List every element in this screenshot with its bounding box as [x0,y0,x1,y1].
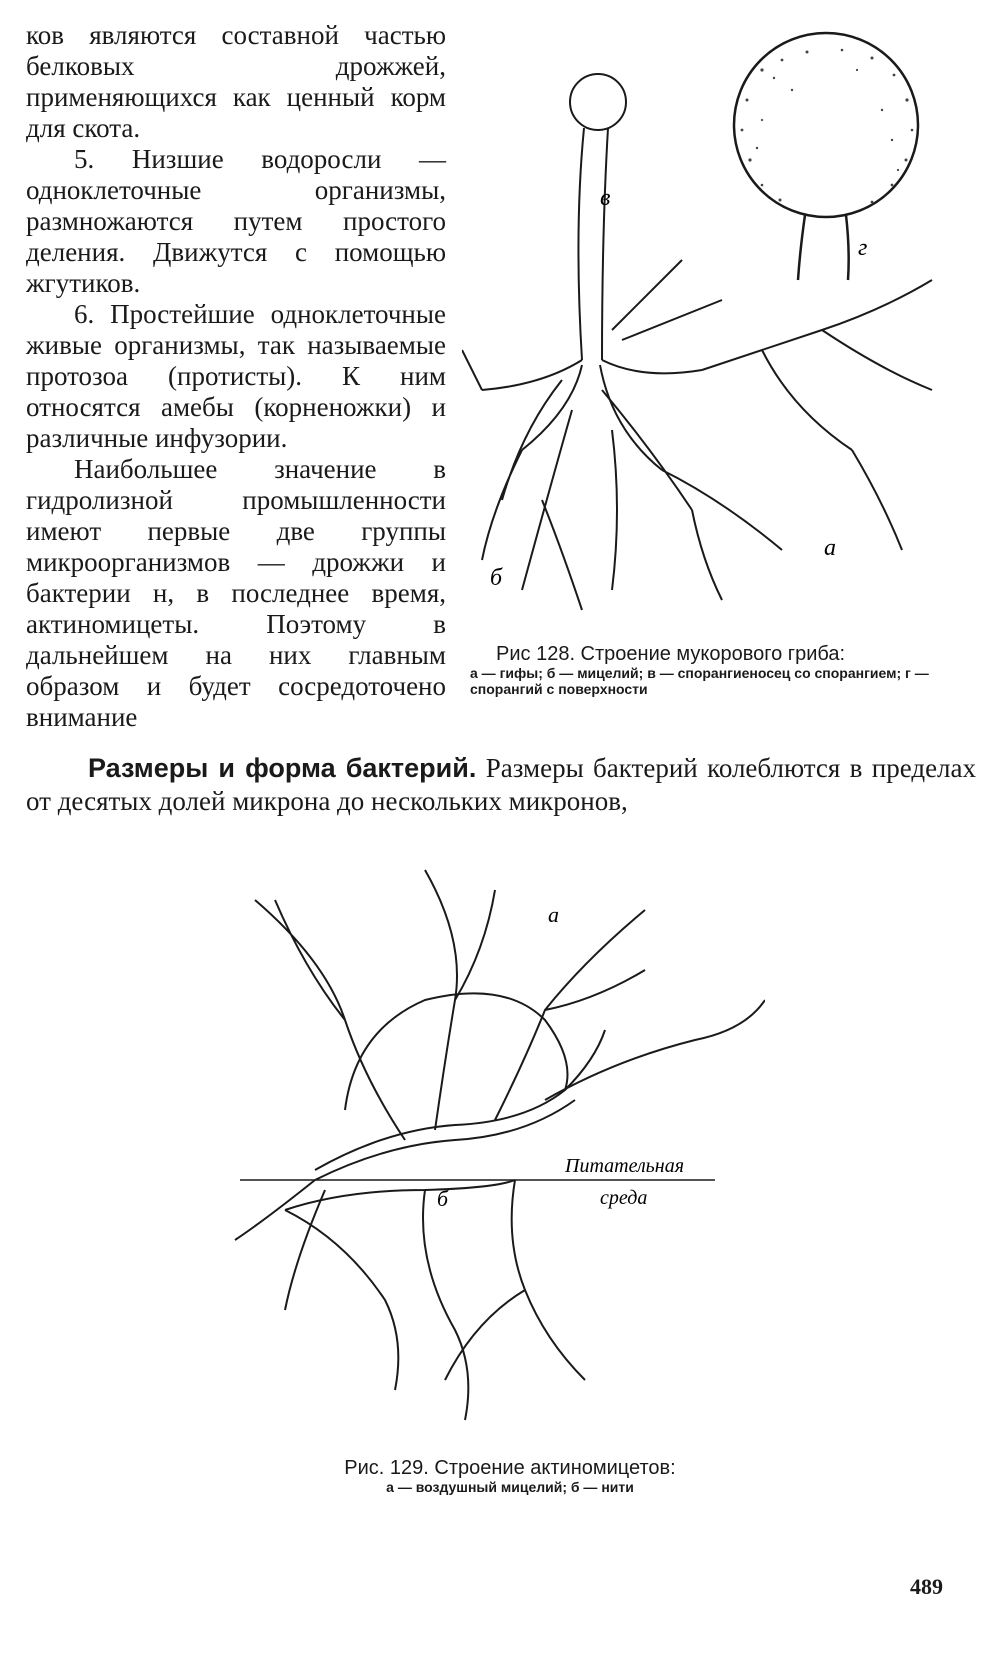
bacteria-size-paragraph [26,752,976,818]
fig128-label-a: а [824,535,836,561]
fig128-caption-legend: а — гифы; б — мицелий; в — спорангиеносец со спорангием; г — спорангий с поверхности [470,665,929,697]
fig128-label-v: в [600,185,611,211]
fig129-caption-title: Рис. 129. Строение актиномицетов: [344,1457,676,1479]
paragraph-yeast: ков являются составной частью белковых дрожжей, применяющихся как ценный корм для скота. [26,20,446,143]
left-text-column [26,20,446,733]
paragraph-algae: 5. Низшие водоросли — одноклеточные организмы, размножаются путем простого деления. Движутся с помощью жгутиков. [26,144,446,298]
figure-128-caption [470,643,990,697]
fig129-label-b: б [437,1186,449,1211]
figure-129-caption [280,1457,740,1495]
sporangium-detail [734,33,918,280]
page-number: 489 [910,1574,943,1599]
fig128-label-g: г [858,235,868,261]
fig128-caption-title: Рис 128. Строение мукорового гриба: [496,643,846,665]
fig128-label-b: б [490,565,503,591]
fig129-medium-label-1: Питательная [565,1155,684,1177]
section-heading: Размеры и форма бактерий. [88,753,477,783]
fig129-medium-label-2: среда [600,1187,648,1209]
aerial-mycelium-drawing [235,870,765,1420]
fig129-label-a: а [548,902,559,927]
paragraph-protozoa: 6. Простейшие одноклеточные живые организмы, так называемые протозоа (протисты). К ним относятся амебы (корненожки) и различные инфузории. [26,299,446,453]
figure-128-mucor-fungus [462,30,982,630]
paragraph-significance: Наибольшее значение в гидролизной промышленности имеют первые две группы микроорганизмов — дрожжи и бактерии н, в последнее время, актиномицеты. Поэтому в дальнейшем на них главным образом и будет сосредоточено внимание [26,454,446,732]
figure-129-actinomycetes [225,860,765,1450]
section-text: Размеры бактерий колеблются в пределах от десятых долей микрона до нескольких микронов, [26,753,977,816]
fig129-caption-legend: а — воздушный мицелий; б — нити [386,1479,634,1495]
